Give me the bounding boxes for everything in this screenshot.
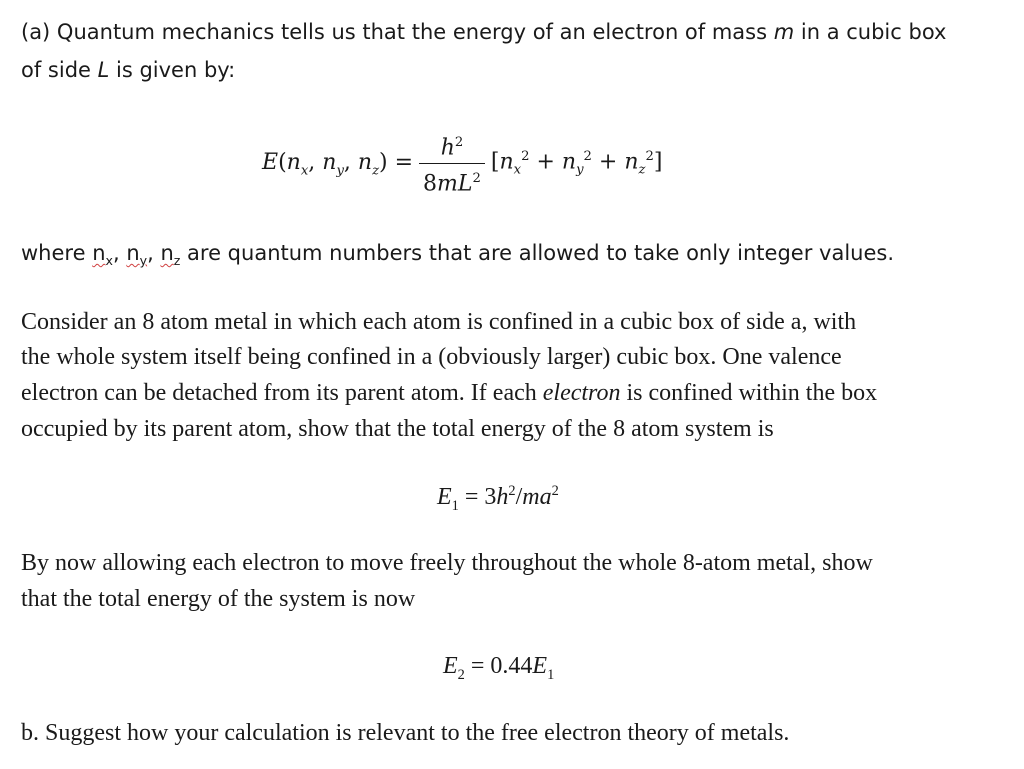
paragraph-1-line-3a: electron can be detached from its parent atom. If each xyxy=(21,380,543,406)
equation-lhs: $E(n_x$, $n_y$, $n_z$) = xyxy=(262,149,414,179)
paragraph-2-line-1: By now allowing each electron to move freely throughout the whole 8-atom metal, show xyxy=(21,550,873,576)
intro-text-2: in a cubic box xyxy=(794,20,947,44)
intro-text-4: is given by: xyxy=(109,58,236,82)
equation-numerator: $h^2$ xyxy=(419,128,485,164)
where-text-2: are quantum numbers that are allowed to take only integer values. xyxy=(180,241,894,265)
paragraph-1-line-4: occupied by its parent atom, show that the total energy of the 8 atom system is xyxy=(21,416,774,442)
electron-emphasis: electron xyxy=(542,380,621,406)
intro-line-2 xyxy=(21,58,235,82)
part-b-question: b. Suggest how your calculation is relevant to the free electron theory of metals. xyxy=(21,720,790,746)
where-text-1: where xyxy=(21,241,93,265)
equation-e1: $E_1 = 3h^2/ma^2$ xyxy=(437,483,559,514)
quantum-number-z: $n_z$ xyxy=(160,241,181,269)
paragraph-1-line-3c: is confined within the box xyxy=(620,380,878,406)
paragraph-2-line-2: that the total energy of the system is now xyxy=(21,586,416,612)
intro-text-1: (a) Quantum mechanics tells us that the energy of an electron of mass xyxy=(21,20,774,44)
equation-rhs: $[n_x^2 + n_y^2 + n_z^2]$ xyxy=(490,149,663,179)
side-symbol: L xyxy=(97,58,110,82)
where-line: where $n_x$, $n_y$, $n_z$ are quantum numbers that are allowed to take only integer values. xyxy=(21,241,894,269)
intro-line-1 xyxy=(21,20,946,44)
quantum-number-x: $n_x$ xyxy=(92,241,113,269)
quantum-number-y: $n_y$ xyxy=(126,241,148,269)
energy-equation xyxy=(262,128,662,200)
intro-text-3: of side xyxy=(21,58,98,82)
paragraph-1-line-2: the whole system itself being confined in a (obviously larger) cubic box. One valence xyxy=(21,344,842,370)
equation-e2: $E_2 = 0.44E_1$ xyxy=(443,653,555,683)
equation-denominator: $8mL^2$ xyxy=(423,171,481,197)
equation-fraction xyxy=(419,128,485,200)
mass-symbol: m xyxy=(773,20,795,44)
paragraph-1-line-3 xyxy=(21,380,877,407)
paragraph-1-line-1: Consider an 8 atom metal in which each atom is confined in a cubic box of side a, with xyxy=(21,309,857,335)
